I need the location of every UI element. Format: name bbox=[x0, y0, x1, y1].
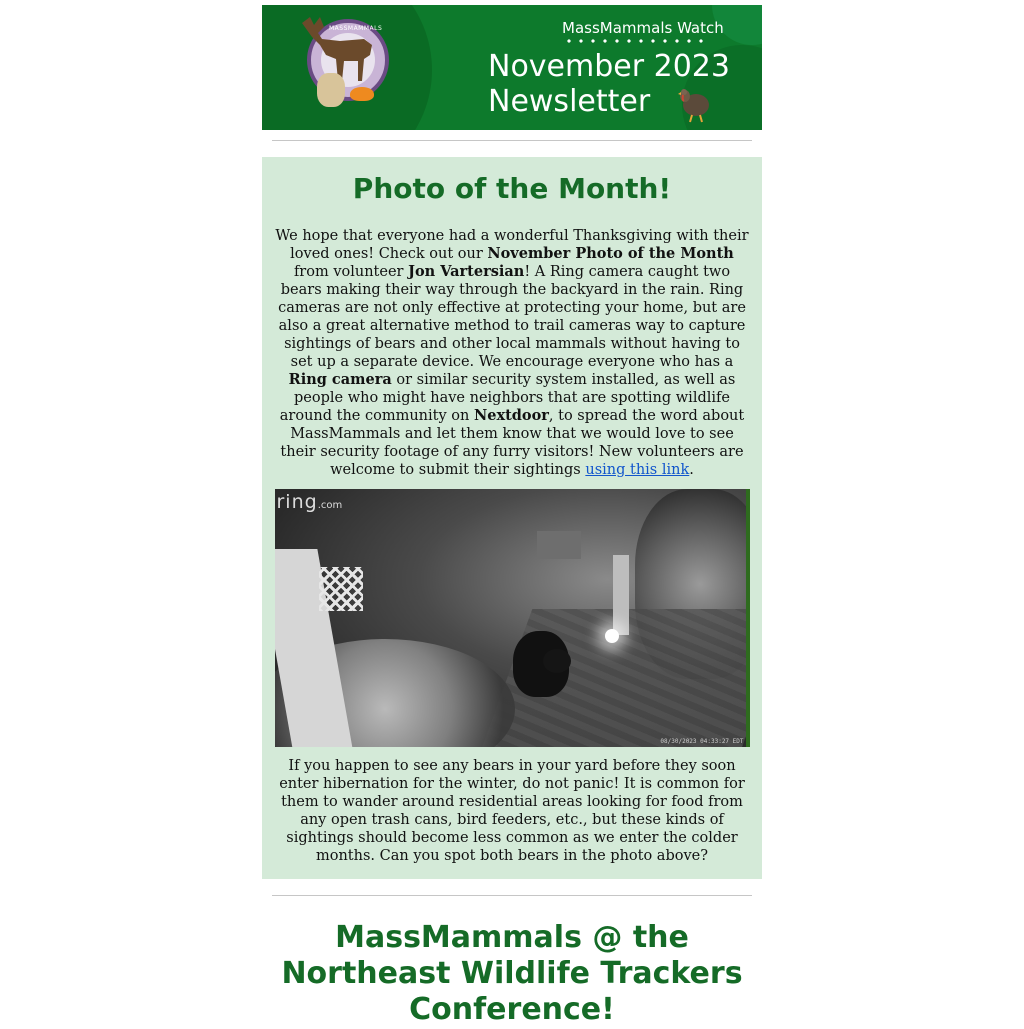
newsletter bbox=[262, 5, 762, 1028]
photo-timestamp: 08/30/2023 04:33:27 EDT bbox=[660, 738, 744, 745]
ring-camera-photo bbox=[275, 489, 750, 747]
submit-sightings-link[interactable]: using this link bbox=[585, 462, 690, 478]
newsletter-month-title: November 2023 bbox=[488, 49, 730, 84]
intro-paragraph: We hope that everyone had a wonderful Thanksgiving with their loved ones! Check out our November Photo of the Month from volunteer Jon Vartersian! A Ring camera caught two bears making their way through the backyard in the rain. Ring cameras are not only effective at protecting your home, but are also a great alternative method to trail cameras way to capture sightings of bears and other local mammals without having to set up a separate device. We encourage everyone who has a Ring camera or similar security system installed, as well as people who might have neighbors that are spotting wildlife around the community on Nextdoor, to spread the word about MassMammals and let them know that we would love to see their security footage of any furry visitors! New volunteers are welcome to submit their sightings using this link. bbox=[275, 228, 749, 478]
logo-text: MASSMAMMALS bbox=[329, 25, 383, 32]
newsletter-series-label: MassMammals Watch bbox=[562, 19, 724, 37]
section-title: Photo of the Month! bbox=[352, 172, 672, 205]
header-banner bbox=[262, 5, 762, 130]
divider bbox=[272, 895, 752, 896]
divider bbox=[272, 140, 752, 141]
dotted-divider bbox=[563, 39, 711, 43]
photo-of-the-month-section bbox=[262, 157, 762, 879]
newsletter-title: Newsletter bbox=[488, 84, 651, 119]
conference-section-title: MassMammals @ the Northeast Wildlife Trackers Conference! bbox=[281, 920, 743, 1027]
bear-advice-paragraph: If you happen to see any bears in your yard before they soon enter hibernation for the winter, do not panic! It is common for them to wander around residential areas looking for food from any open trash cans, bird feeders, etc., but these kinds of sightings should become less common as we enter the colder months. Can you spot both bears in the photo above? bbox=[279, 758, 745, 864]
fox-icon bbox=[350, 87, 374, 101]
lynx-icon bbox=[317, 73, 345, 107]
turkey-icon bbox=[676, 83, 712, 123]
ring-watermark: ring.com bbox=[276, 491, 343, 513]
